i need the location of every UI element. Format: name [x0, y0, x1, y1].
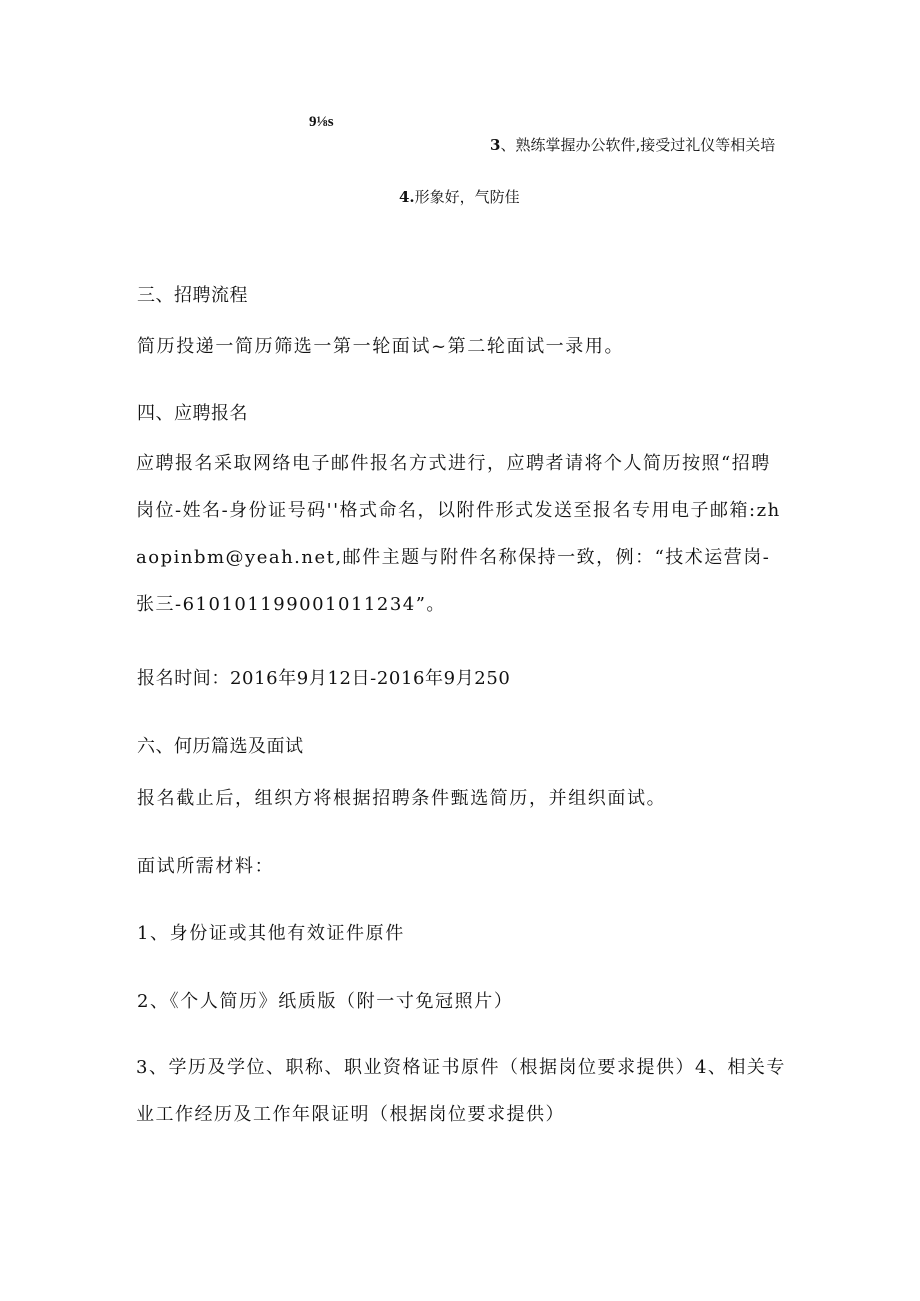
requirement-item-4-text: 形象好，气防佳 — [414, 188, 520, 206]
section-4-text: 应聘报名采取网络电子邮件报名方式进行，应聘者请将个人简历按照“招聘岗位-姓名-身份证号码''格式命名，以附件形式发送至报名专用电子邮箱:zhaopinbm@yeah.net,邮件主题与附件名称保持一致，例：“技术运营岗-张三-610101199001011234”。 — [136, 453, 781, 615]
section-6-heading: 六、何历篇选及面试 — [137, 736, 304, 757]
material-item-2: 2、《个人简历》纸质版（附一寸免冠照片） — [137, 991, 514, 1012]
section-4-heading: 四、应聘报名 — [137, 403, 248, 424]
registration-time: 报名时间：2016年9月12日-2016年9月250 — [137, 668, 511, 689]
material-item-1: 1、身份证或其他有效证件原件 — [137, 923, 405, 944]
section-3-text: 简历投递一简历筛选一第一轮面试~第二轮面试一录用。 — [137, 336, 625, 357]
materials-title: 面试所需材料： — [137, 856, 275, 877]
requirement-item-3-number: 3 — [490, 136, 501, 154]
page-mark: 9⅛s — [309, 114, 334, 130]
requirement-item-3 — [490, 134, 775, 155]
section-3-heading: 三、招聘流程 — [137, 285, 248, 306]
section-6-text: 报名截止后，组织方将根据招聘条件甄选简历，并组织面试。 — [137, 788, 667, 809]
requirement-item-4-number: 4. — [399, 188, 415, 206]
material-items-3-4: 3、学历及学位、职称、职业资格证书原件（根据岗位要求提供）4、相关专业工作经历及工作年限证明（根据岗位要求提供） — [136, 1057, 786, 1125]
requirement-item-4 — [399, 186, 520, 207]
requirement-item-3-text: 、熟练掌握办公软件,接受过礼仪等相关培 — [500, 136, 776, 154]
